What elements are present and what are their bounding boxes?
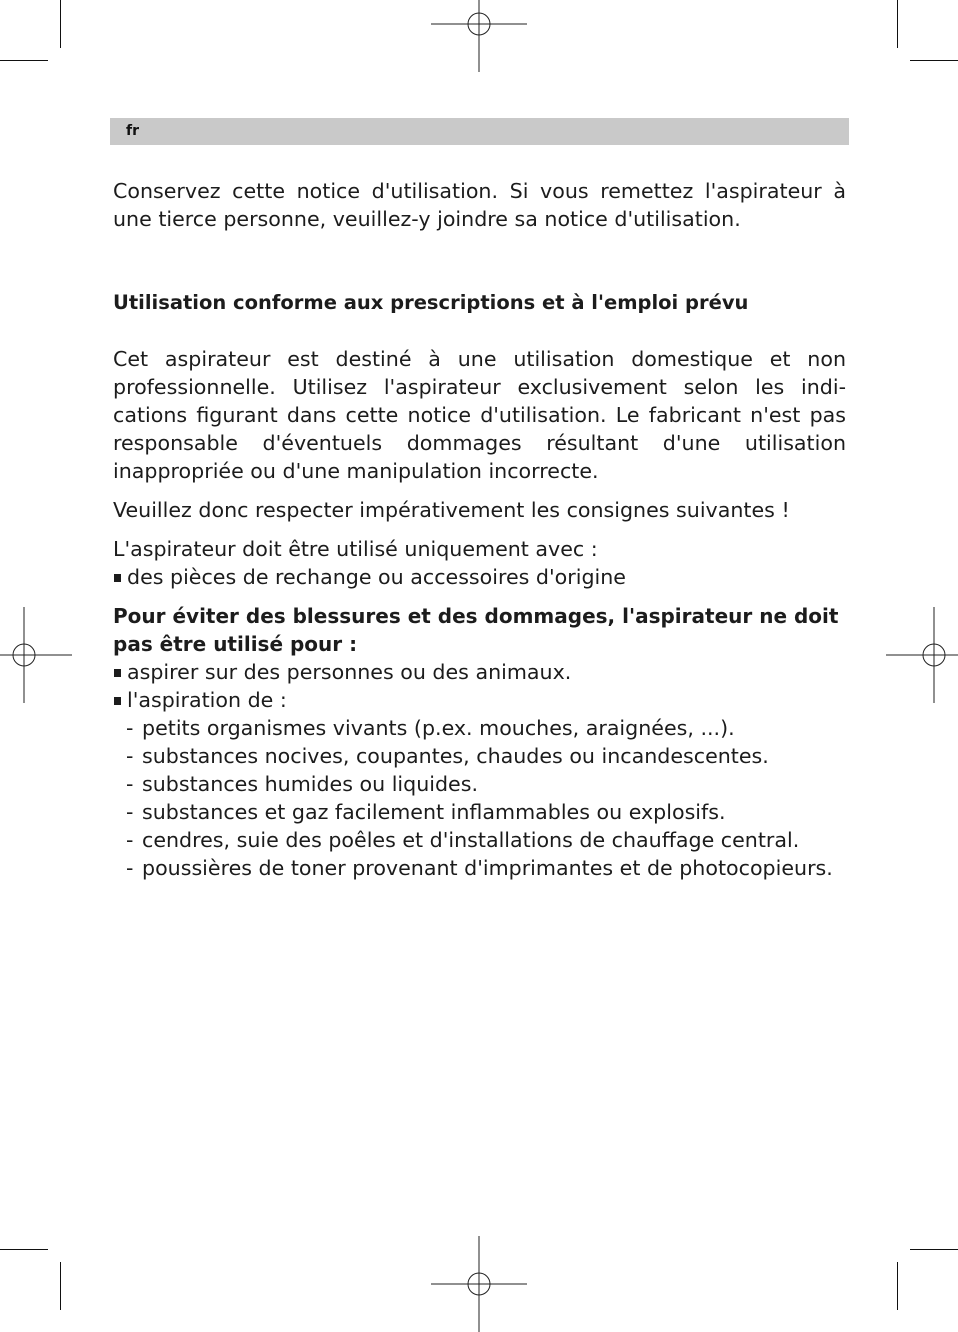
sub-list-item: - cendres, suie des poêles et d'installations de chauffage central.	[113, 826, 846, 854]
list-item: aspirer sur des personnes ou des animaux.	[113, 658, 846, 686]
crop-mark	[60, 1262, 61, 1310]
instruction-paragraph: Veuillez donc respecter impérativement les consignes suivantes !	[113, 498, 790, 522]
usage-intro: L'aspirateur doit être utilisé uniquement avec :	[113, 537, 598, 561]
section-heading: Utilisation conforme aux prescriptions et à l'emploi prévu	[113, 291, 749, 314]
crop-mark	[60, 0, 61, 48]
sub-list-item: - petits organismes vivants (p.ex. mouches, araignées, ...).	[113, 714, 846, 742]
sub-list-item: - poussières de toner provenant d'imprimantes et de photocopieurs.	[113, 854, 846, 882]
crop-mark	[910, 60, 958, 61]
crop-mark	[897, 1262, 898, 1310]
sub-list-item: - substances humides ou liquides.	[113, 770, 846, 798]
registration-mark-icon	[431, 1236, 527, 1332]
sub-list-item: - substances nocives, coupantes, chaudes ou incandescentes.	[113, 742, 846, 770]
registration-mark-icon	[0, 607, 72, 703]
crop-mark	[0, 60, 48, 61]
crop-mark	[0, 1249, 48, 1250]
warning-heading: Pour éviter des blessures et des dommages, l'aspirateur ne doit pas être utilisé pour :	[113, 604, 839, 656]
crop-mark	[897, 0, 898, 48]
list-item: des pièces de rechange ou accessoires d'origine	[113, 563, 846, 591]
language-code: fr	[126, 123, 139, 139]
document-body	[113, 177, 846, 882]
registration-mark-icon	[886, 607, 958, 703]
language-header-bar	[110, 118, 849, 145]
usage-paragraph: Cet aspirateur est destiné à une utilisation domestique et non professionnelle. Utilisez l'aspirateur exclusivement selon les indications figurant dans cette notice d'utilisation. Le fabricant n'est pas responsable d'éventuels dommages résultant d'une utilisation inappropriée ou d'une manipulation incorrecte.	[113, 347, 846, 483]
list-item: l'aspiration de :	[113, 686, 846, 714]
registration-mark-icon	[431, 0, 527, 72]
crop-mark	[910, 1249, 958, 1250]
sub-list-item: - substances et gaz facilement inflammables ou explosifs.	[113, 798, 846, 826]
intro-paragraph: Conservez cette notice d'utilisation. Si vous remettez l'aspirateur à une tierce personne, veuillez-y joindre sa notice d'utilisation.	[113, 179, 846, 231]
